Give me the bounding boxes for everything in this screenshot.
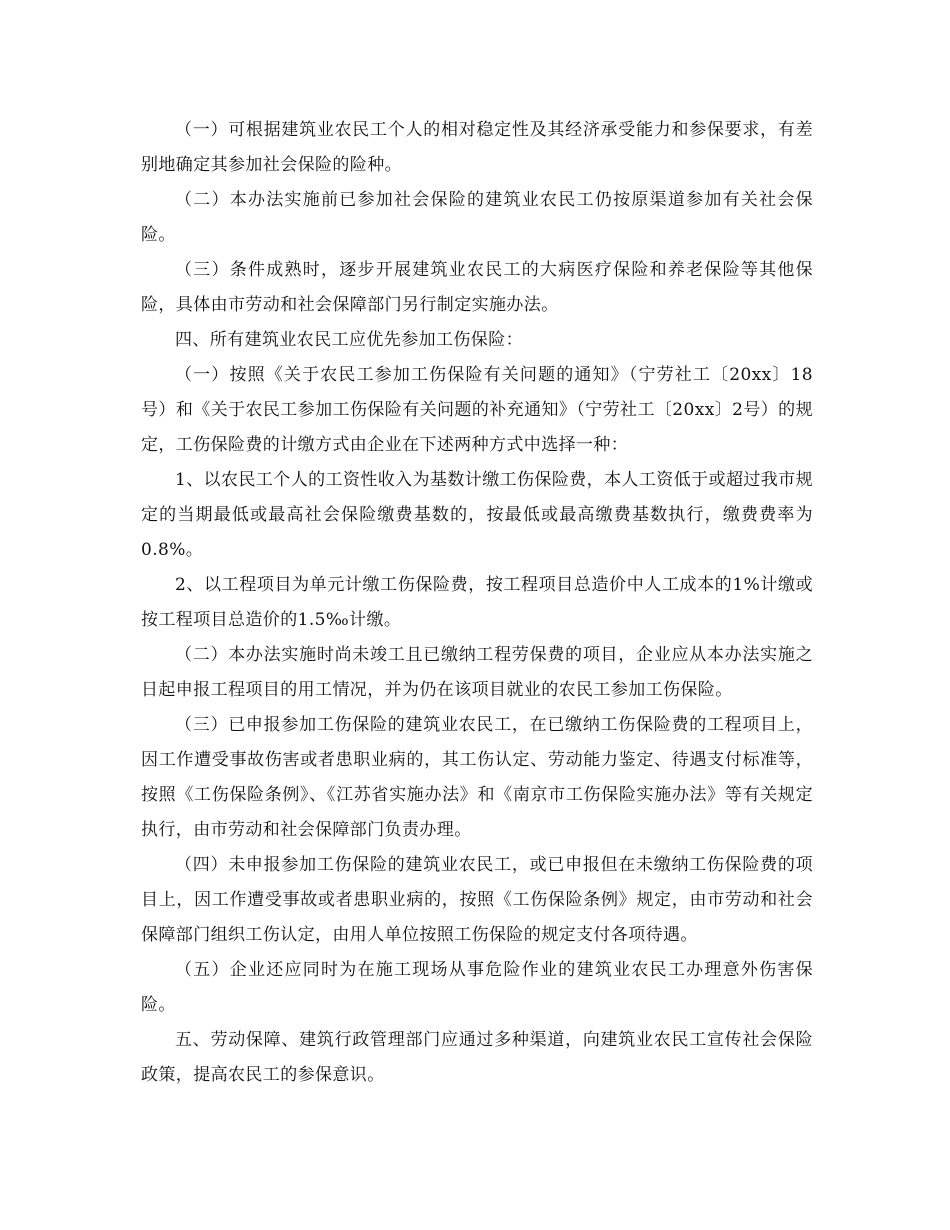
section-heading-work-injury: 四、所有建筑业农民工应优先参加工伤保险： [175,330,523,350]
paragraph-unregistered-workers: （四）未申报参加工伤保险的建筑业农民工，或已申报但在未缴纳工伤保险费的项目上，因工作遭受事故或者患职业病的，按照《工伤保险条例》规定，由市劳动和社会保障部门组织工伤认定，由用人单位按照工伤保险的规定支付各项待遇。 [141,855,813,945]
document-body [141,113,813,1093]
paragraph-existing-insurance: （二）本办法实施前已参加社会保险的建筑业农民工仍按原渠道参加有关社会保险。 [141,190,813,245]
paragraph-accident-insurance: （五）企业还应同时为在施工现场从事危险作业的建筑业农民工办理意外伤害保险。 [141,960,813,1015]
paragraph-publicity: 五、劳动保障、建筑行政管理部门应通过多种渠道，向建筑业农民工宣传社会保险政策，提高农民工的参保意识。 [141,1030,813,1085]
paragraph-option-wage-base: 1、以农民工个人的工资性收入为基数计缴工伤保险费，本人工资低于或超过我市规定的当期最低或最高社会保险缴费基数的，按最低或最高缴费基数执行，缴费费率为0.8%。 [141,470,813,560]
paragraph-insurance-type: （一）可根据建筑业农民工个人的相对稳定性及其经济承受能力和参保要求，有差别地确定其参加社会保险的险种。 [141,120,813,175]
paragraph-registered-workers: （三）已申报参加工伤保险的建筑业农民工，在已缴纳工伤保险费的工程项目上，因工作遭受事故伤害或者患职业病的，其工伤认定、劳动能力鉴定、待遇支付标准等，按照《工伤保险条例》、《江苏省实施办法》和《南京市工伤保险实施办法》等有关规定执行，由市劳动和社会保障部门负责办理。 [141,715,813,840]
paragraph-future-insurance: （三）条件成熟时，逐步开展建筑业农民工的大病医疗保险和养老保险等其他保险，具体由市劳动和社会保障部门另行制定实施办法。 [141,260,813,315]
paragraph-unfinished-projects: （二）本办法实施时尚未竣工且已缴纳工程劳保费的项目，企业应从本办法实施之日起申报工程项目的用工情况，并为仍在该项目就业的农民工参加工伤保险。 [141,645,813,700]
paragraph-payment-method: （一）按照《关于农民工参加工伤保险有关问题的通知》（宁劳社工〔20xx〕18号）和《关于农民工参加工伤保险有关问题的补充通知》（宁劳社工〔20xx〕2号）的规定，工伤保险费的计缴方式由企业在下述两种方式中选择一种： [141,365,813,455]
paragraph-option-project-unit: 2、以工程项目为单元计缴工伤保险费，按工程项目总造价中人工成本的1%计缴或按工程项目总造价的1.5‰计缴。 [141,575,813,630]
